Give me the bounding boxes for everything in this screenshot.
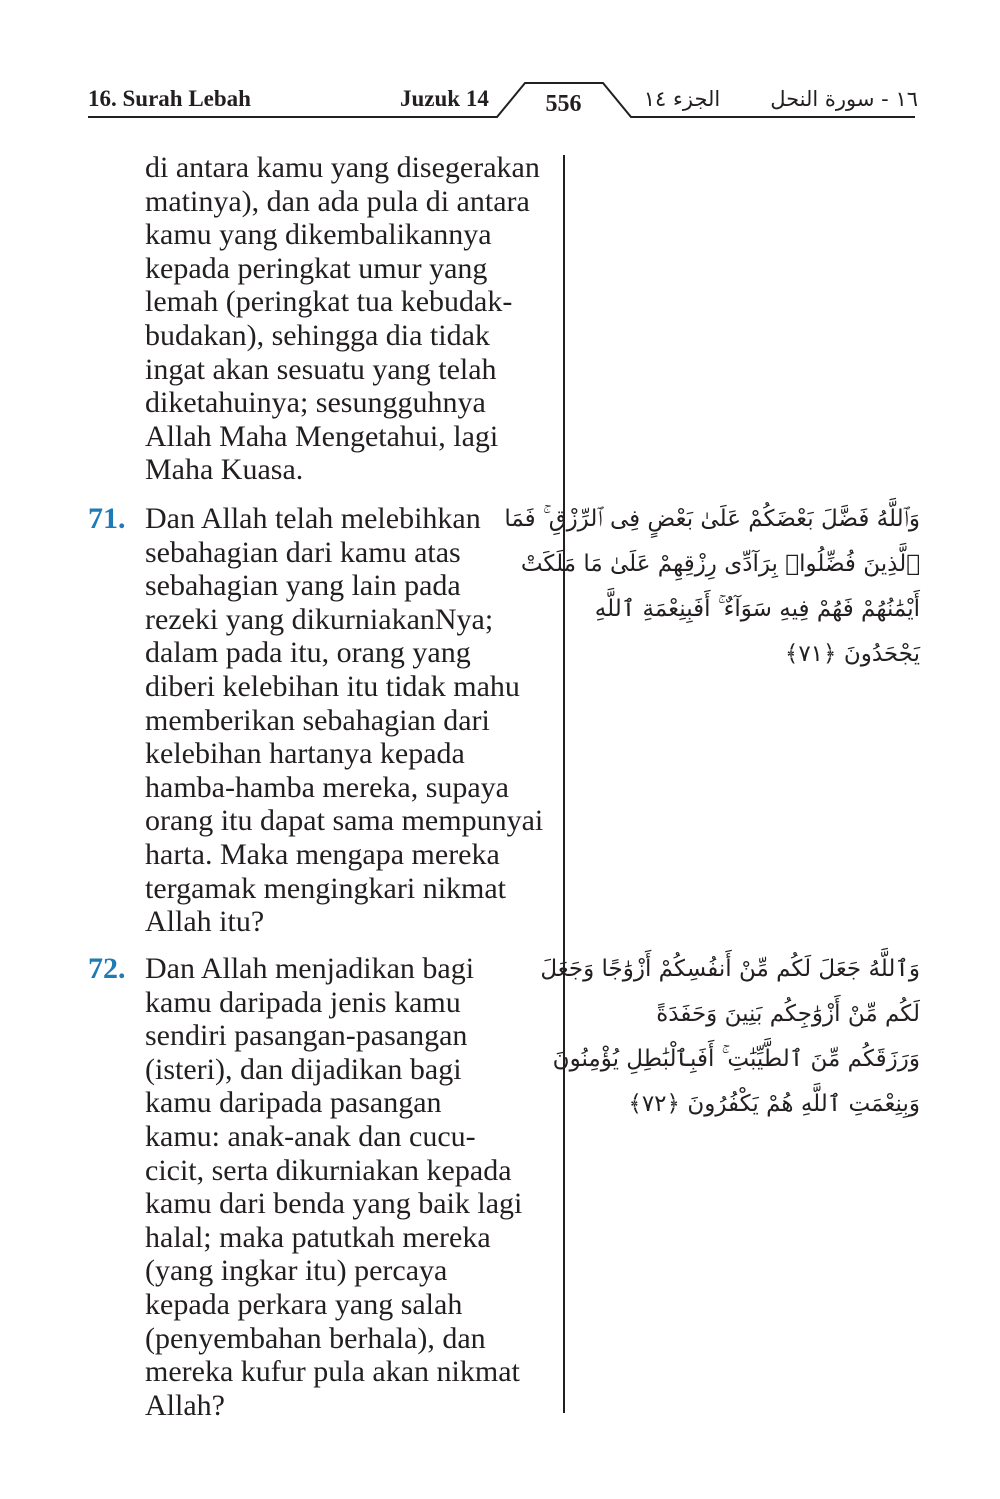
- translation-line: (yang ingkar itu) percaya: [145, 1254, 448, 1288]
- translation-line: mereka kufur pula akan nikmat: [145, 1355, 520, 1389]
- verse-71-arabic: [504, 497, 920, 677]
- translation-line: (isteri), dan dijadikan bagi: [145, 1052, 462, 1086]
- arabic-line: أَيْمَٰنُهُمْ فَهُمْ فِيهِ سَوَآءٌ ۚ أَفَبِنِعْمَةِ ٱللَّهِ: [594, 596, 920, 622]
- translation-line: kamu yang dikembalikannya: [145, 218, 492, 252]
- translation-line: sebahagian yang lain pada: [145, 569, 461, 603]
- translation-line: harta. Maka mengapa mereka: [145, 837, 500, 871]
- juz-label-arabic: الجزء ١٤: [643, 87, 721, 111]
- translation-line: rezeki yang dikurniakanNya;: [145, 602, 494, 636]
- translation-line: Allah itu?: [145, 905, 265, 939]
- verse-number-71: 71.: [88, 502, 126, 535]
- translation-line: Maha Kuasa.: [145, 453, 304, 487]
- surah-title-arabic: ١٦ - سورة النحل: [770, 87, 918, 111]
- page-number: 556: [545, 91, 582, 117]
- translation-line: hamba-hamba mereka, supaya: [145, 770, 509, 804]
- translation-line: dalam pada itu, orang yang: [145, 636, 471, 670]
- translation-line: sebahagian dari kamu atas: [145, 535, 461, 569]
- translation-line: diketahuinya; sesungguhnya: [145, 386, 486, 420]
- translation-line: matinya), dan ada pula di antara: [145, 184, 530, 218]
- arabic-line: وَبِنِعْمَتِ ٱللَّهِ هُمْ يَكْفُرُونَ ﴿٧٢﴾: [628, 1091, 920, 1117]
- translation-line: tergamak mengingkari nikmat: [145, 871, 507, 905]
- translation-line: lemah (peringkat tua kebudak-: [145, 285, 513, 319]
- translation-line: Allah?: [145, 1388, 225, 1422]
- arabic-line: وَٱللَّهُ فَضَّلَ بَعْضَكُمْ عَلَىٰ بَعْضٍ فِى ٱلرِّزْقِ ۚ فَمَا: [504, 506, 920, 532]
- translation-line: orang itu dapat sama mempunyai: [145, 804, 544, 838]
- arabic-line: وَرَزَقَكُم مِّنَ ٱلطَّيِّبَٰتِ ۚ أَفَبِٱلْبَٰطِلِ يُؤْمِنُونَ: [552, 1046, 920, 1072]
- translation-line: Dan Allah telah melebihkan: [145, 502, 481, 535]
- header-rule: [0, 0, 1000, 140]
- verse-72-arabic: [540, 947, 920, 1127]
- verse-70-continuation: [145, 151, 550, 487]
- arabic-line: ٱلَّذِينَ فُضِّلُوا۟ بِرَآدِّى رِزْقِهِمْ عَلَىٰ مَا مَلَكَتْ: [520, 551, 920, 577]
- arabic-line: يَجْحَدُونَ ﴿٧١﴾: [784, 641, 920, 667]
- translation-line: diberi kelebihan itu tidak mahu: [145, 669, 520, 703]
- verse-71-translation: [145, 502, 550, 939]
- translation-line: budakan), sehingga dia tidak: [145, 318, 490, 352]
- translation-line: kamu: anak-anak dan cucu-: [145, 1119, 476, 1153]
- translation-line: kamu dari benda yang baik lagi: [145, 1187, 523, 1221]
- translation-line: (penyembahan berhala), dan: [145, 1321, 486, 1355]
- translation-line: sendiri pasangan-pasangan: [145, 1019, 468, 1053]
- translation-line: kamu daripada jenis kamu: [145, 985, 461, 1019]
- column-divider: [563, 155, 565, 1413]
- translation-line: Dan Allah menjadikan bagi: [145, 952, 475, 985]
- verse-72-translation: [145, 952, 550, 1422]
- translation-line: Allah Maha Mengetahui, lagi: [145, 419, 499, 453]
- arabic-line: لَكُم مِّنْ أَزْوَٰجِكُم بَنِينَ وَحَفَدَةً: [656, 1001, 920, 1027]
- translation-line: kepada perkara yang salah: [145, 1287, 463, 1321]
- translation-line: kelebihan hartanya kepada: [145, 737, 465, 771]
- translation-line: kepada peringkat umur yang: [145, 251, 488, 285]
- translation-line: halal; maka patutkah mereka: [145, 1220, 491, 1254]
- translation-line: di antara kamu yang disegerakan: [145, 151, 540, 184]
- translation-line: memberikan sebahagian dari: [145, 703, 490, 737]
- translation-line: kamu daripada pasangan: [145, 1086, 442, 1120]
- arabic-line: وَٱللَّهُ جَعَلَ لَكُم مِّنْ أَنفُسِكُمْ أَزْوَٰجًا وَجَعَلَ: [540, 956, 920, 982]
- juz-label-latin: Juzuk 14: [400, 86, 489, 111]
- verse-number-72: 72.: [88, 952, 126, 985]
- surah-title-latin: 16. Surah Lebah: [88, 86, 251, 111]
- translation-line: ingat akan sesuatu yang telah: [145, 352, 497, 386]
- translation-line: cicit, serta dikurniakan kepada: [145, 1153, 512, 1187]
